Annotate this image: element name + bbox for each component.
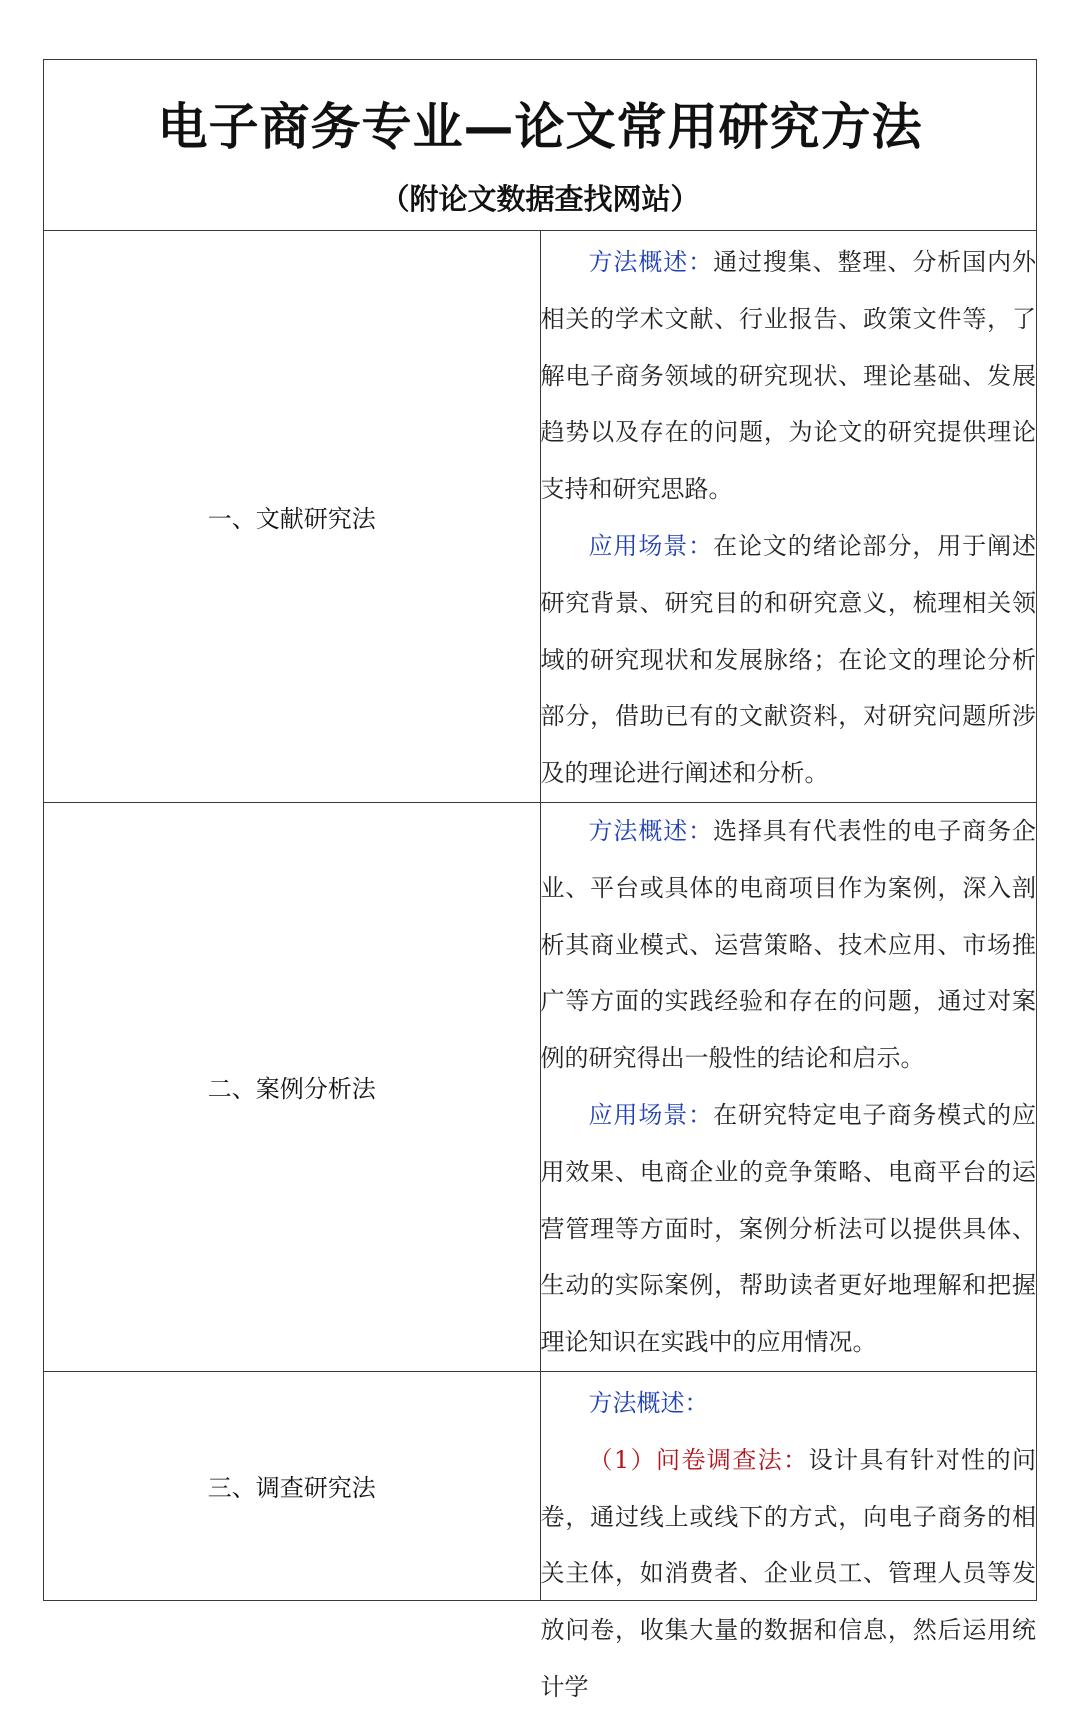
method-content [540, 231, 1037, 803]
method-row-literature [44, 231, 1037, 803]
page-title: 电子商务专业—论文常用研究方法 [157, 98, 923, 156]
method-row-case [44, 802, 1037, 1371]
title-row [44, 60, 1037, 231]
method-name: 二、案例分析法 [44, 802, 541, 1371]
overview-paragraph [541, 1375, 1037, 1432]
methods-table [43, 59, 1037, 1701]
overview-paragraph [541, 234, 1037, 518]
content-wrap [540, 1375, 1037, 1701]
questionnaire-paragraph [541, 1432, 1037, 1716]
overview-label: 方法概述： [588, 1388, 709, 1417]
method-content [540, 1371, 1037, 1701]
title-cell [44, 60, 1037, 231]
scene-label: 应用场景： [588, 531, 714, 560]
overview-label: 方法概述： [588, 248, 714, 276]
questionnaire-text: 设计具有针对性的问卷，通过线上或线下的方式，向电子商务的相关主体，如消费者、企业员工、管理人员等发放问卷，收集大量的数据和信息，然后运用统计学 [540, 1445, 1036, 1701]
method-row-survey [44, 1371, 1037, 1600]
questionnaire-label: （1）问卷调查法： [588, 1445, 809, 1474]
scene-paragraph [541, 518, 1037, 802]
method-content [540, 802, 1037, 1371]
scene-text: 在研究特定电子商务模式的应用效果、电商企业的竞争策略、电商平台的运营管理等方面时，案例分析法可以提供具体、生动的实际案例，帮助读者更好地理解和把握理论知识在实践中的应用情况。 [540, 1100, 1037, 1357]
method-name: 三、调查研究法 [44, 1371, 541, 1600]
scene-label: 应用场景： [588, 1100, 714, 1129]
overview-paragraph [541, 803, 1037, 1087]
overview-label: 方法概述： [588, 816, 714, 845]
overview-text: 通过搜集、整理、分析国内外相关的学术文献、行业报告、政策文件等，了解电子商务领域的研究现状、理论基础、发展趋势以及存在的问题，为论文的研究提供理论支持和研究思路。 [540, 248, 1037, 504]
scene-paragraph [541, 1087, 1037, 1371]
scene-text: 在论文的绪论部分，用于阐述研究背景、研究目的和研究意义，梳理相关领域的研究现状和发展脉络；在论文的理论分析部分，借助已有的文献资料，对研究问题所涉及的理论进行阐述和分析。 [540, 531, 1037, 788]
page-subtitle: （附论文数据查找网站） [380, 182, 700, 216]
method-name: 一、文献研究法 [44, 231, 541, 803]
overview-text: 选择具有代表性的电子商务企业、平台或具体的电商项目作为案例，深入剖析其商业模式、运营策略、技术应用、市场推广等方面的实践经验和存在的问题，通过对案例的研究得出一般性的结论和启示。 [540, 816, 1037, 1073]
